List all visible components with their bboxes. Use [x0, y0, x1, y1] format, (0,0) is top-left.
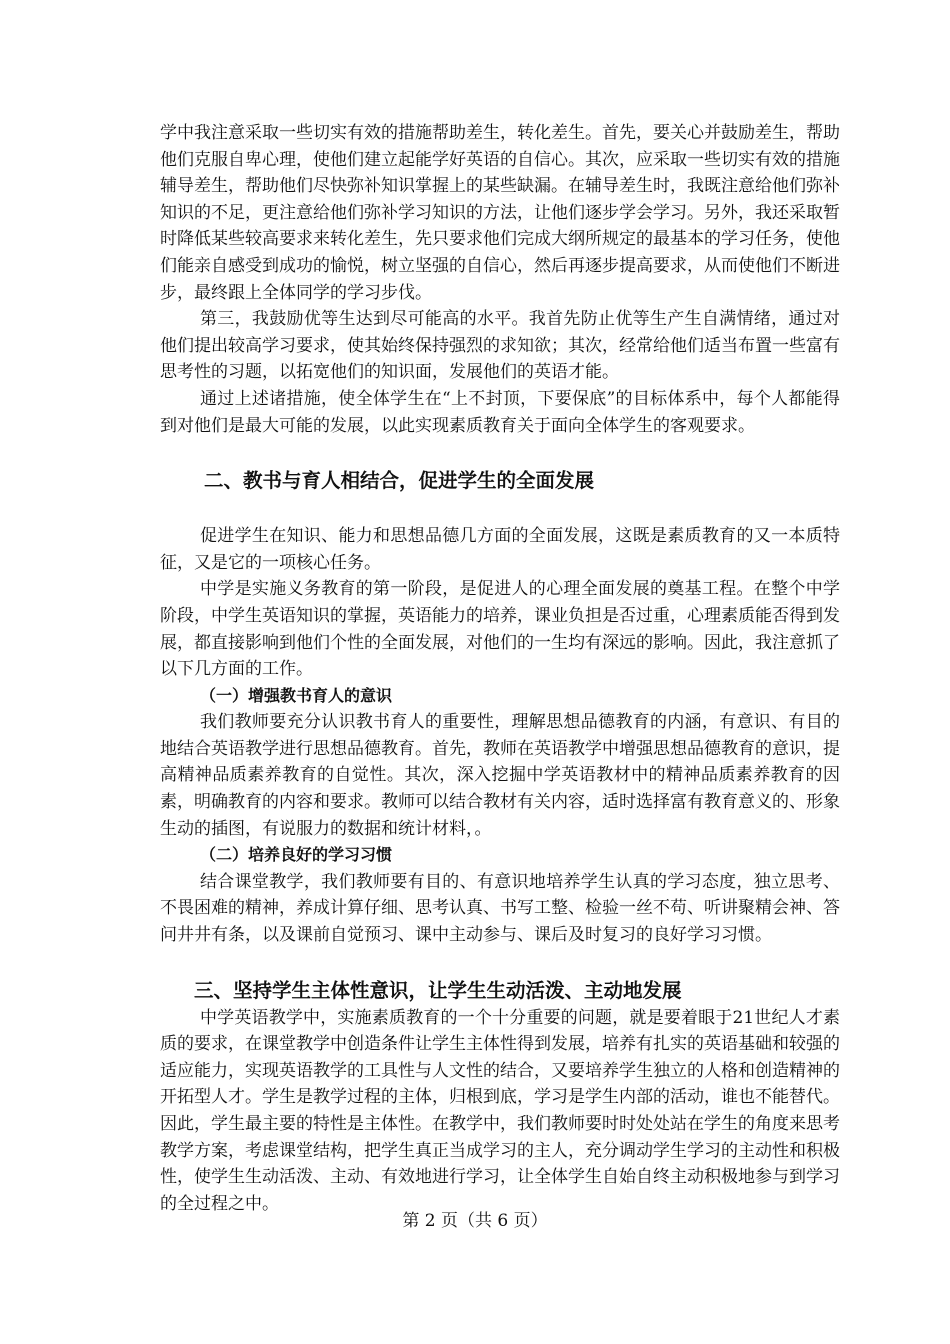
paragraph-remedial-students: 学中我注意采取一些切实有效的措施帮助差生，转化差生。首先，要关心并鼓励差生，帮助他们克服自卑心理，使他们建立起能学好英语的自信心。其次，应采取一些切实有效的措施辅导差生，帮助他们尽快弥补知识掌握上的某些缺漏。在辅导差生时，我既注意给他们弥补知识的不足，更注意给他们弥补学习知识的方法，让他们逐步学会学习。另外，我还采取暂时降低某些较高要求来转化差生，先只要求他们完成大纲所规定的最基本的学习任务，使他们能亲自感受到成功的愉悦，树立坚强的自信心，然后再逐步提高要求，从而使他们不断进步，最终跟上全体同学的学习步伐。	[160, 123, 840, 303]
paragraph-conclusion: 通过上述诸措施，使全体学生在“上不封顶，下要保底”的目标体系中，每个人都能得到对他们是最大可能的发展，以此实现素质教育关于面向全体学生的客观要求。	[160, 388, 840, 436]
paragraph-top-students: 第三，我鼓励优等生达到尽可能高的水平。我首先防止优等生产生自满情绪，通过对他们提出较高学习要求，使其始终保持强烈的求知欲；其次，经常给他们适当布置一些富有思考性的习题，以拓宽他们的知识面，发展他们的英语才能。	[160, 309, 840, 383]
paragraph-study-habits: 结合课堂教学，我们教师要有目的、有意识地培养学生认真的学习态度，独立思考、不畏困难的精神，养成计算仔细、思考认真、书写工整、检验一丝不苟、听讲聚精会神、答问井井有条，以及课前自觉预习、课中主动参与、课后及时复习的良好学习习惯。	[160, 871, 840, 946]
document-body	[160, 120, 840, 1217]
paragraph-middle-school: 中学是实施义务教育的第一阶段，是促进人的心理全面发展的奠基工程。在整个中学阶段，中学生英语知识的掌握，英语能力的培养，课业负担是否过重，心理素质能否得到发展，都直接影响到他们个性的全面发展，对他们的一生均有深远的影响。因此，我注意抓了以下几方面的工作。	[160, 579, 840, 680]
section-heading-3: 三、坚持学生主体性意识，让学生生动活泼、主动地发展	[194, 978, 682, 1002]
paragraph-student-subjectivity: 中学英语教学中，实施素质教育的一个十分重要的问题，就是要着眼于21世纪人才素质的要求，在课堂教学中创造条件让学生主体性得到发展，培养有扎实的英语基础和较强的适应能力，实现英语教学的工具性与人文性的结合，又要培养学生独立的人格和创造精神的开拓型人才。学生是教学过程的主体，归根到底，学习是学生内部的活动，谁也不能替代。因此，学生最主要的特性是主体性。在教学中，我们教师要时时处处站在学生的角度来思考教学方案，考虑课堂结构，把学生真正当成学习的主人，充分调动学生学习的主动性和积极性，使学生生动活泼、主动、有效地进行学习，让全体学生自始自终主动积极地参与到学习的全过程之中。	[160, 1007, 840, 1214]
section-heading-2: 二、教书与育人相结合，促进学生的全面发展	[204, 469, 595, 493]
paragraph-moral-education: 我们教师要充分认识教书育人的重要性，理解思想品德教育的内涵，有意识、有目的地结合英语教学进行思想品德教育。首先，教师在英语教学中增强思想品德教育的意识，提高精神品质素养教育的自觉性。其次，深入挖掘中学英语教材中的精神品质素养教育的因素，明确教育的内容和要求。教师可以结合教材有关内容，适时选择富有教育意义的、形象生动的插图，有说服力的数据和统计材料，。	[160, 712, 840, 839]
paragraph-holistic-development: 促进学生在知识、能力和思想品德几方面的全面发展，这既是素质教育的又一本质特征，又是它的一项核心任务。	[160, 526, 840, 573]
subheading-study-habits: （二）培养良好的学习习惯	[200, 845, 393, 865]
subheading-moral-education: （一）增强教书育人的意识	[200, 685, 393, 705]
page-footer: 第 2 页（共 6 页）	[402, 1211, 548, 1231]
